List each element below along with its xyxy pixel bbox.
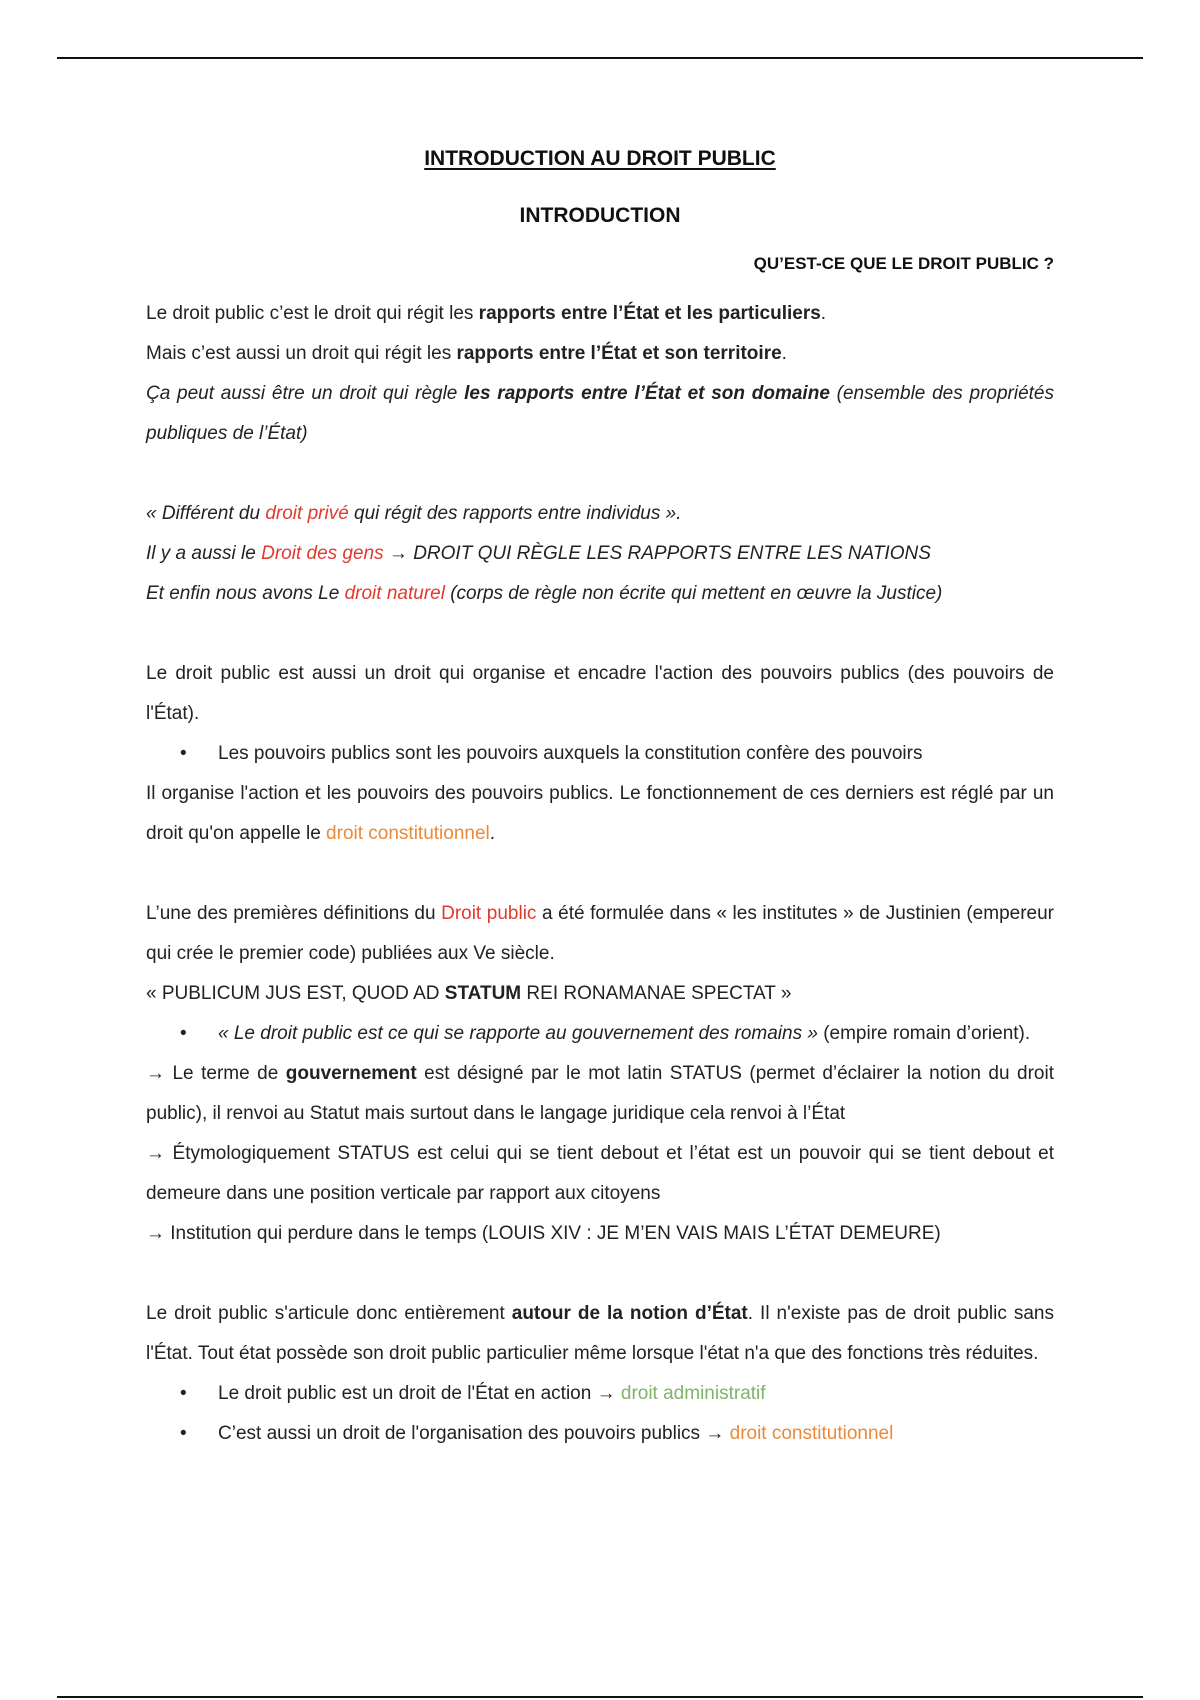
paragraph-11: → Le terme de gouvernement est désigné par le mot latin STATUS (permet d’éclairer la notion du droit public), il renvoi au Statut mais surtout dans le langage juridique cela renvoi à l’État: [146, 1063, 1054, 1124]
bullet-item-3: • Le droit public est un droit de l'État en action → droit administratif: [146, 1374, 1054, 1414]
paragraph-7: Le droit public est aussi un droit qui organise et encadre l'action des pouvoirs publics (des pouvoirs de l'État).: [146, 663, 1054, 724]
paragraph-5: Il y a aussi le Droit des gens → DROIT QUI RÈGLE LES RAPPORTS ENTRE LES NATIONS: [146, 543, 931, 564]
bottom-rule: [57, 1696, 1143, 1698]
arrow-icon: →: [146, 1223, 165, 1244]
section-title: INTRODUCTION: [519, 204, 681, 227]
document-body: [146, 294, 1054, 1454]
bullet-icon: •: [180, 743, 187, 764]
arrow-icon: →: [146, 1143, 165, 1164]
paragraph-9: L’une des premières définitions du Droit public a été formulée dans « les institutes » de Justinien (empereur qui crée le premier code) publiées aux Ve siècle.: [146, 903, 1054, 964]
paragraph-2: Mais c’est aussi un droit qui régit les rapports entre l’État et son territoire.: [146, 343, 787, 364]
arrow-icon: →: [383, 543, 414, 564]
paragraph-10: « PUBLICUM JUS EST, QUOD AD STATUM REI RONAMANAE SPECTAT »: [146, 983, 792, 1004]
question-heading: QU’EST-CE QUE LE DROIT PUBLIC ?: [753, 254, 1054, 273]
arrow-icon: →: [146, 1063, 165, 1084]
paragraph-12: → Étymologiquement STATUS est celui qui se tient debout et l’état est un pouvoir qui se tient debout et demeure dans une position verticale par rapport aux citoyens: [146, 1143, 1054, 1204]
paragraph-1: Le droit public c’est le droit qui régit les rapports entre l’État et les particuliers.: [146, 303, 827, 324]
bullet-item-1: • Les pouvoirs publics sont les pouvoirs auxquels la constitution confère des pouvoirs: [146, 734, 1054, 774]
paragraph-6: Et enfin nous avons Le droit naturel (corps de règle non écrite qui mettent en œuvre la Justice): [146, 583, 943, 604]
bullet-item-4: • C’est aussi un droit de l'organisation des pouvoirs publics → droit constitutionnel: [146, 1414, 1054, 1454]
bullet-icon: •: [180, 1423, 187, 1444]
arrow-icon: →: [596, 1383, 616, 1404]
bullet-icon: •: [180, 1383, 187, 1404]
arrow-icon: →: [705, 1423, 725, 1444]
document-title: INTRODUCTION AU DROIT PUBLIC: [424, 147, 776, 170]
bullet-item-2: • « Le droit public est ce qui se rapporte au gouvernement des romains » (empire romain d’orient).: [146, 1014, 1054, 1054]
paragraph-13: → Institution qui perdure dans le temps (LOUIS XIV : JE M’EN VAIS MAIS L’ÉTAT DEMEURE): [146, 1223, 941, 1244]
paragraph-3: Ça peut aussi être un droit qui règle les rapports entre l’État et son domaine (ensemble des propriétés publiques de l’État): [146, 383, 1054, 444]
bullet-icon: •: [180, 1023, 187, 1044]
paragraph-8: Il organise l'action et les pouvoirs des pouvoirs publics. Le fonctionnement de ces derniers est réglé par un droit qu'on appelle le droit constitutionnel.: [146, 783, 1054, 844]
paragraph-14: Le droit public s'articule donc entièrement autour de la notion d’État. Il n'existe pas de droit public sans l'État. Tout état possède son droit public particulier même lorsque l'état n'a que des fonctions très réduites.: [146, 1303, 1054, 1364]
paragraph-4: « Différent du droit privé qui régit des rapports entre individus ».: [146, 503, 682, 524]
top-rule: [57, 57, 1143, 59]
